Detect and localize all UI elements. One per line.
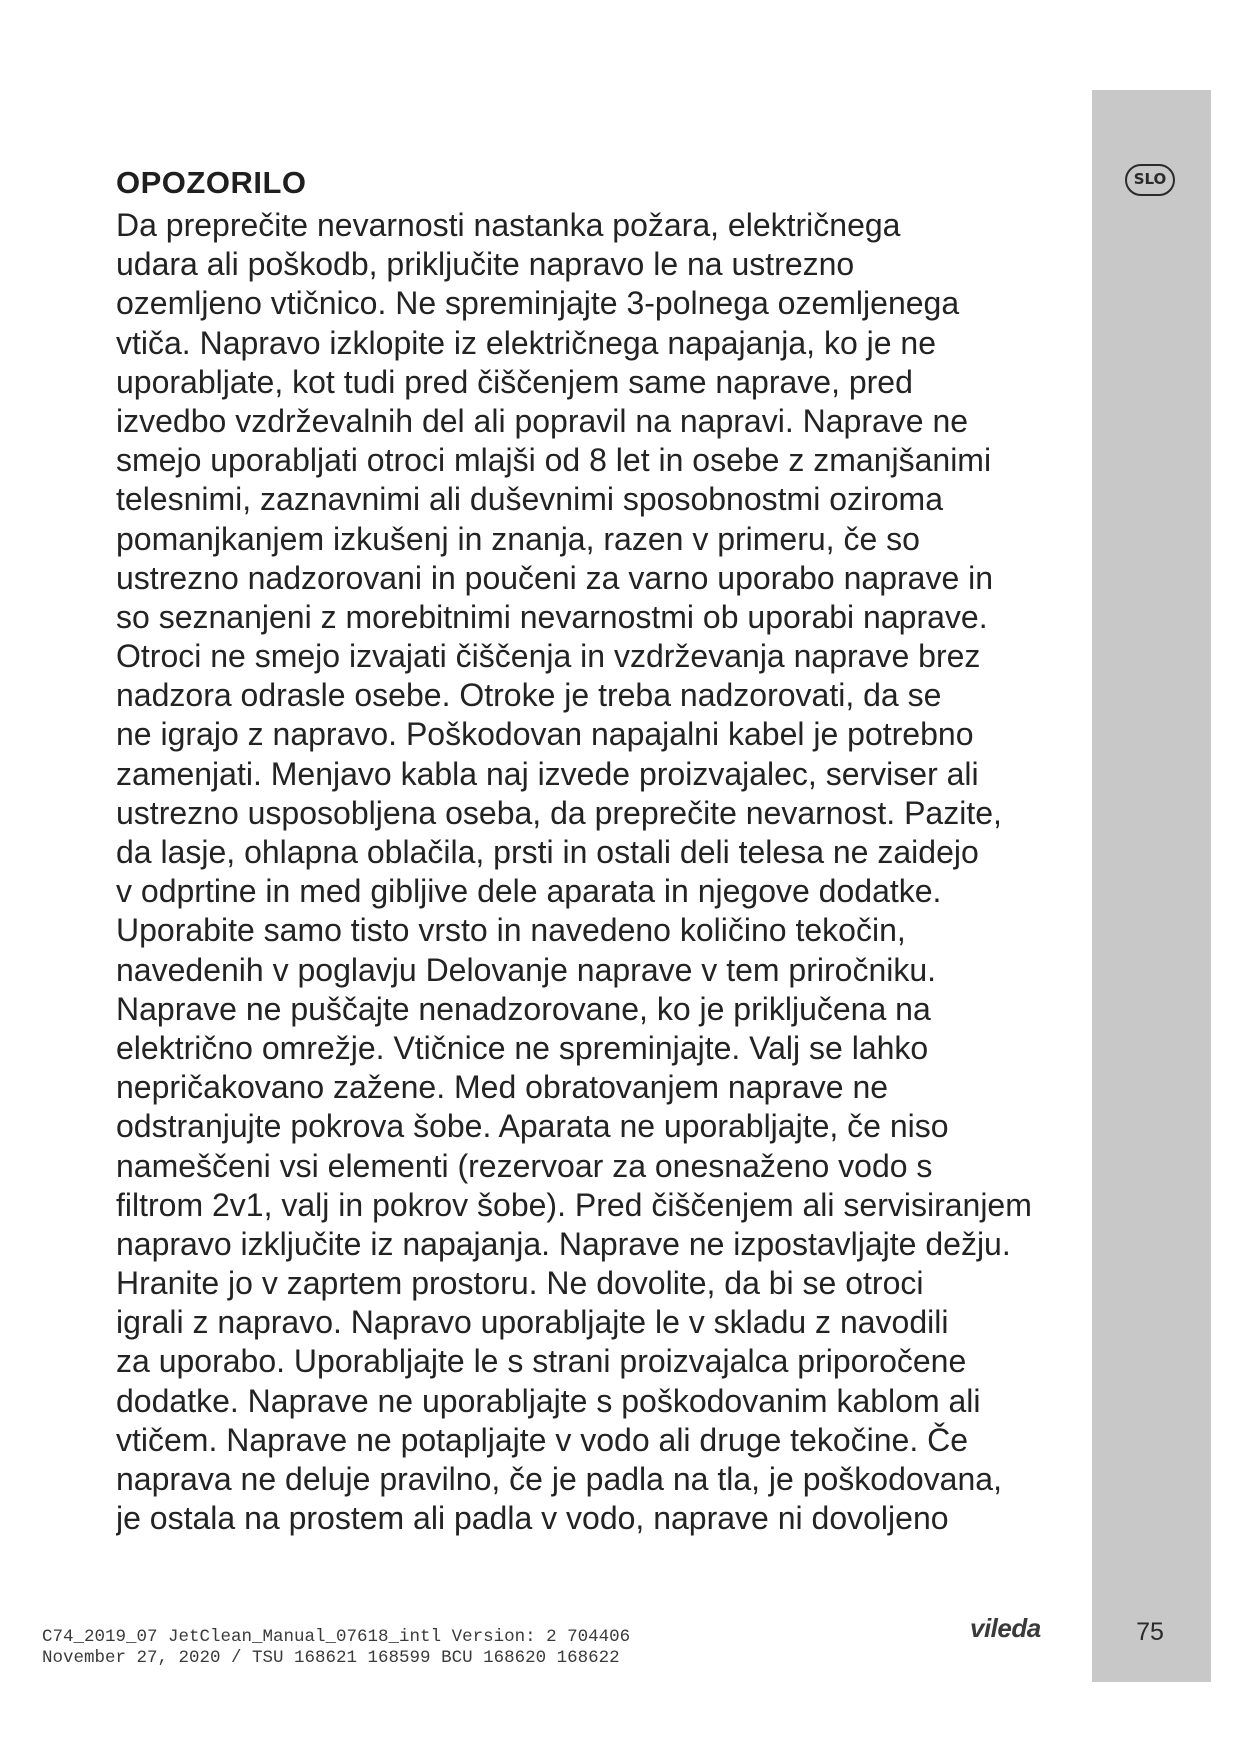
text-line: vtičem. Naprave ne potapljajte v vodo ali druge tekočine. Če — [116, 1421, 969, 1458]
text-line: nadzora odrasle osebe. Otroke je treba nadzorovati, da se — [116, 677, 942, 714]
text-line: so seznanjeni z morebitnimi nevarnostmi ob uporabi naprave. — [116, 598, 988, 635]
text-line: filtrom 2v1, valj in pokrov šobe). Pred čiščenjem ali servisiranjem — [116, 1186, 1032, 1223]
language-side-tab — [1092, 90, 1211, 1682]
text-line: v odprtine in med gibljive dele aparata in njegove dodatke. — [116, 873, 942, 910]
text-line: naprava ne deluje pravilno, če je padla na tla, je poškodovana, — [116, 1461, 1002, 1497]
section-heading: OPOZORILO — [116, 165, 307, 200]
text-line: Otroci ne smejo izvajati čiščenja in vzdrževanja naprave brez — [116, 638, 981, 675]
text-line: igrali z napravo. Napravo uporabljajte le v skladu z navodili — [116, 1304, 949, 1341]
warning-text-block — [116, 206, 1060, 1538]
text-line: smejo uporabljati otroci mlajši od 8 let in osebe z zmanjšanimi — [116, 442, 992, 479]
text-line: uporabljate, kot tudi pred čiščenjem same naprave, pred — [116, 363, 913, 400]
text-line: ne igrajo z napravo. Poškodovan napajalni kabel je potrebno — [116, 716, 974, 753]
page-number: 75 — [1136, 1618, 1164, 1646]
print-footer — [42, 1627, 630, 1669]
warning-section — [116, 162, 1060, 1538]
text-line: napravo izključite iz napajanja. Naprave ne izpostavljajte dežju. — [116, 1225, 1011, 1262]
footer-line-2: November 27, 2020 / TSU 168621 168599 BCU 168620 168622 — [42, 1648, 620, 1668]
language-badge: SLO — [1125, 164, 1175, 196]
text-line: ozemljeno vtičnico. Ne spreminjajte 3-polnega ozemljenega — [116, 285, 960, 322]
text-line: za uporabo. Uporabljajte le s strani proizvajalca priporočene — [116, 1343, 967, 1380]
vileda-logo: vileda — [970, 1613, 1041, 1643]
text-line: dodatke. Naprave ne uporabljajte s poškodovanim kablom ali — [116, 1382, 981, 1419]
text-line: vtiča. Napravo izklopite iz električnega napajanja, ko je ne — [116, 324, 937, 361]
text-line: ustrezno nadzorovani in poučeni za varno uporabo naprave in — [116, 559, 994, 596]
text-line: ustrezno usposobljena oseba, da preprečite nevarnost. Pazite, — [116, 794, 1002, 831]
footer-line-1: C74_2019_07 JetClean_Manual_07618_intl Version: 2 704406 — [42, 1627, 631, 1647]
text-line: Naprave ne puščajte nenadzorovane, ko je priključena na — [116, 990, 931, 1027]
text-line: da lasje, ohlapna oblačila, prsti in ostali deli telesa ne zaidejo — [116, 834, 979, 870]
text-line: je ostala na prostem ali padla v vodo, naprave ni dovoljeno — [116, 1500, 949, 1537]
text-line: udara ali poškodb, priključite napravo le na ustrezno — [116, 246, 855, 283]
text-line: odstranjujte pokrova šobe. Aparata ne uporabljajte, če niso — [116, 1108, 949, 1145]
text-line: električno omrežje. Vtičnice ne spreminjajte. Valj se lahko — [116, 1029, 929, 1066]
text-line: Uporabite samo tisto vrsto in navedeno količino tekočin, — [116, 912, 906, 949]
text-line: telesnimi, zaznavnimi ali duševnimi sposobnostmi oziroma — [116, 481, 943, 518]
text-line: Da preprečite nevarnosti nastanka požara, električnega — [116, 207, 901, 243]
text-line: Hranite jo v zaprtem prostoru. Ne dovolite, da bi se otroci — [116, 1265, 924, 1302]
text-line: navedenih v poglavju Delovanje naprave v tem priročniku. — [116, 951, 937, 988]
text-line: zamenjati. Menjavo kabla naj izvede proizvajalec, serviser ali — [116, 755, 979, 792]
text-line: nameščeni vsi elementi (rezervoar za onesnaženo vodo s — [116, 1147, 933, 1184]
text-line: pomanjkanjem izkušenj in znanja, razen v primeru, če so — [116, 520, 920, 557]
text-line: nepričakovano zažene. Med obratovanjem naprave ne — [116, 1069, 889, 1106]
text-line: izvedbo vzdrževalnih del ali popravil na napravi. Naprave ne — [116, 402, 969, 439]
